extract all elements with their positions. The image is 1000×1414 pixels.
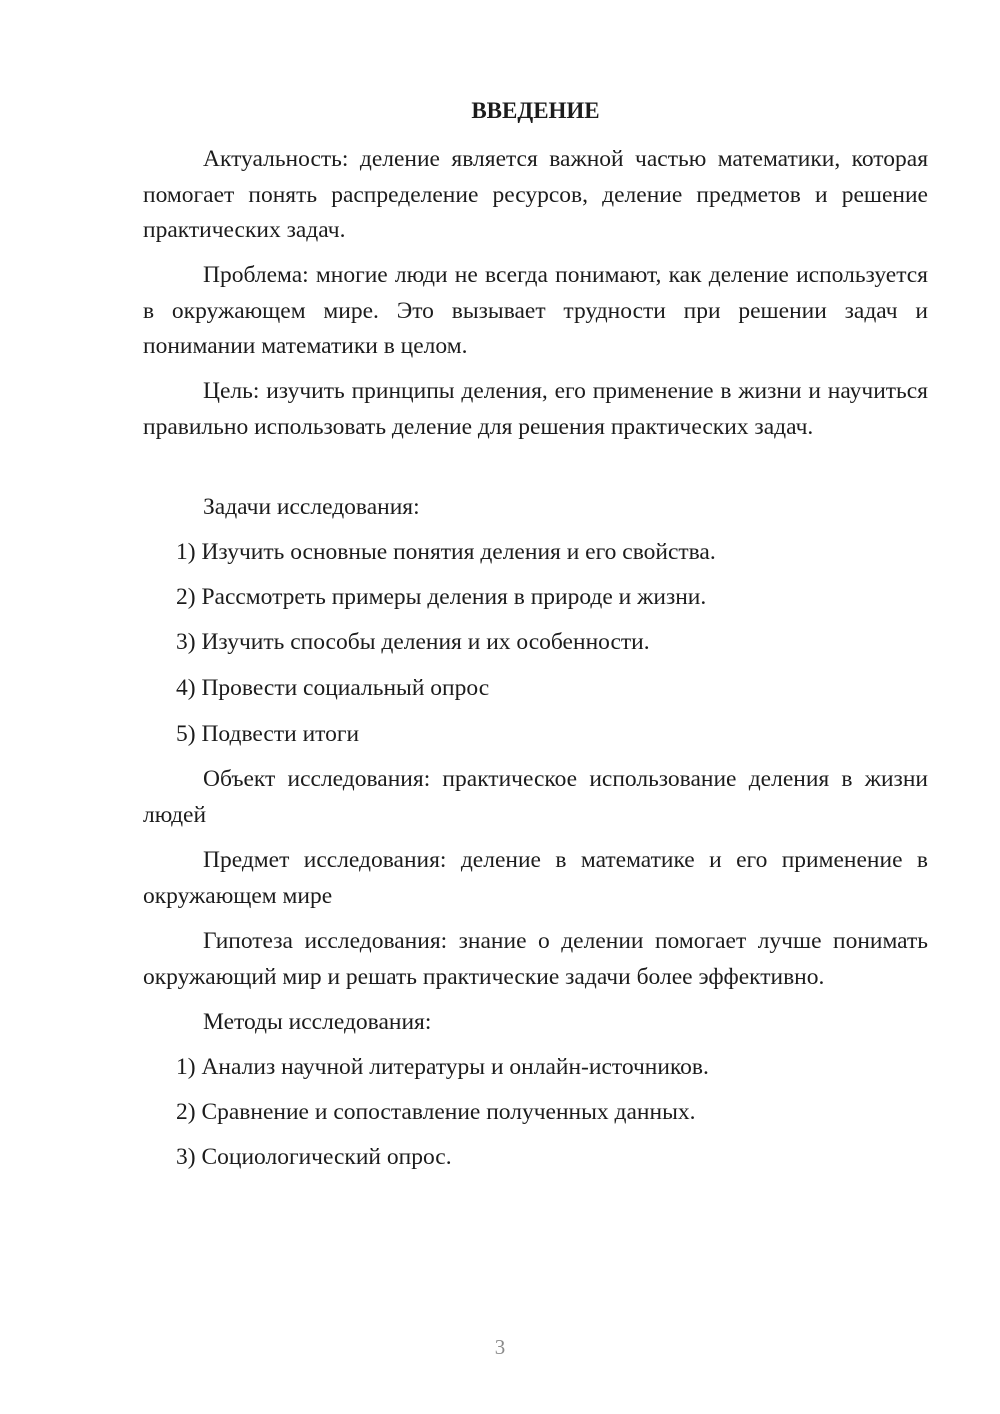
task-item: 2) Рассмотреть примеры деления в природе и жизни. bbox=[176, 584, 707, 610]
task-item: 4) Провести социальный опрос bbox=[176, 675, 490, 701]
problem-paragraph: Проблема: многие люди не всегда понимают, как деление используется в окружающем мире. Это вызывает трудности при решении задач и понимании математики в целом. bbox=[143, 262, 928, 359]
object-paragraph: Объект исследования: практическое использование деления в жизни людей bbox=[143, 766, 928, 828]
hypothesis-paragraph: Гипотеза исследования: знание о делении помогает лучше понимать окружающий мир и решать практические задачи более эффективно. bbox=[143, 928, 928, 990]
subject-paragraph: Предмет исследования: деление в математике и его применение в окружающем мире bbox=[143, 847, 928, 909]
tasks-heading: Задачи исследования: bbox=[203, 494, 420, 520]
task-item: 3) Изучить способы деления и их особенности. bbox=[176, 629, 650, 655]
methods-heading: Методы исследования: bbox=[203, 1009, 432, 1035]
method-item: 3) Социологический опрос. bbox=[176, 1144, 452, 1170]
method-item: 2) Сравнение и сопоставление полученных данных. bbox=[176, 1099, 696, 1125]
method-item: 1) Анализ научной литературы и онлайн-источников. bbox=[176, 1054, 709, 1080]
page-title: ВВЕДЕНИЕ bbox=[471, 98, 600, 123]
task-item: 5) Подвести итоги bbox=[176, 721, 360, 747]
relevance-paragraph: Актуальность: деление является важной частью математики, которая помогает понять распределение ресурсов, деление предметов и решение практических задач. bbox=[143, 146, 928, 243]
goal-paragraph: Цель: изучить принципы деления, его применение в жизни и научиться правильно использовать деление для решения практических задач. bbox=[143, 378, 928, 440]
page-number: 3 bbox=[494, 1335, 506, 1359]
task-item: 1) Изучить основные понятия деления и его свойства. bbox=[176, 539, 716, 565]
